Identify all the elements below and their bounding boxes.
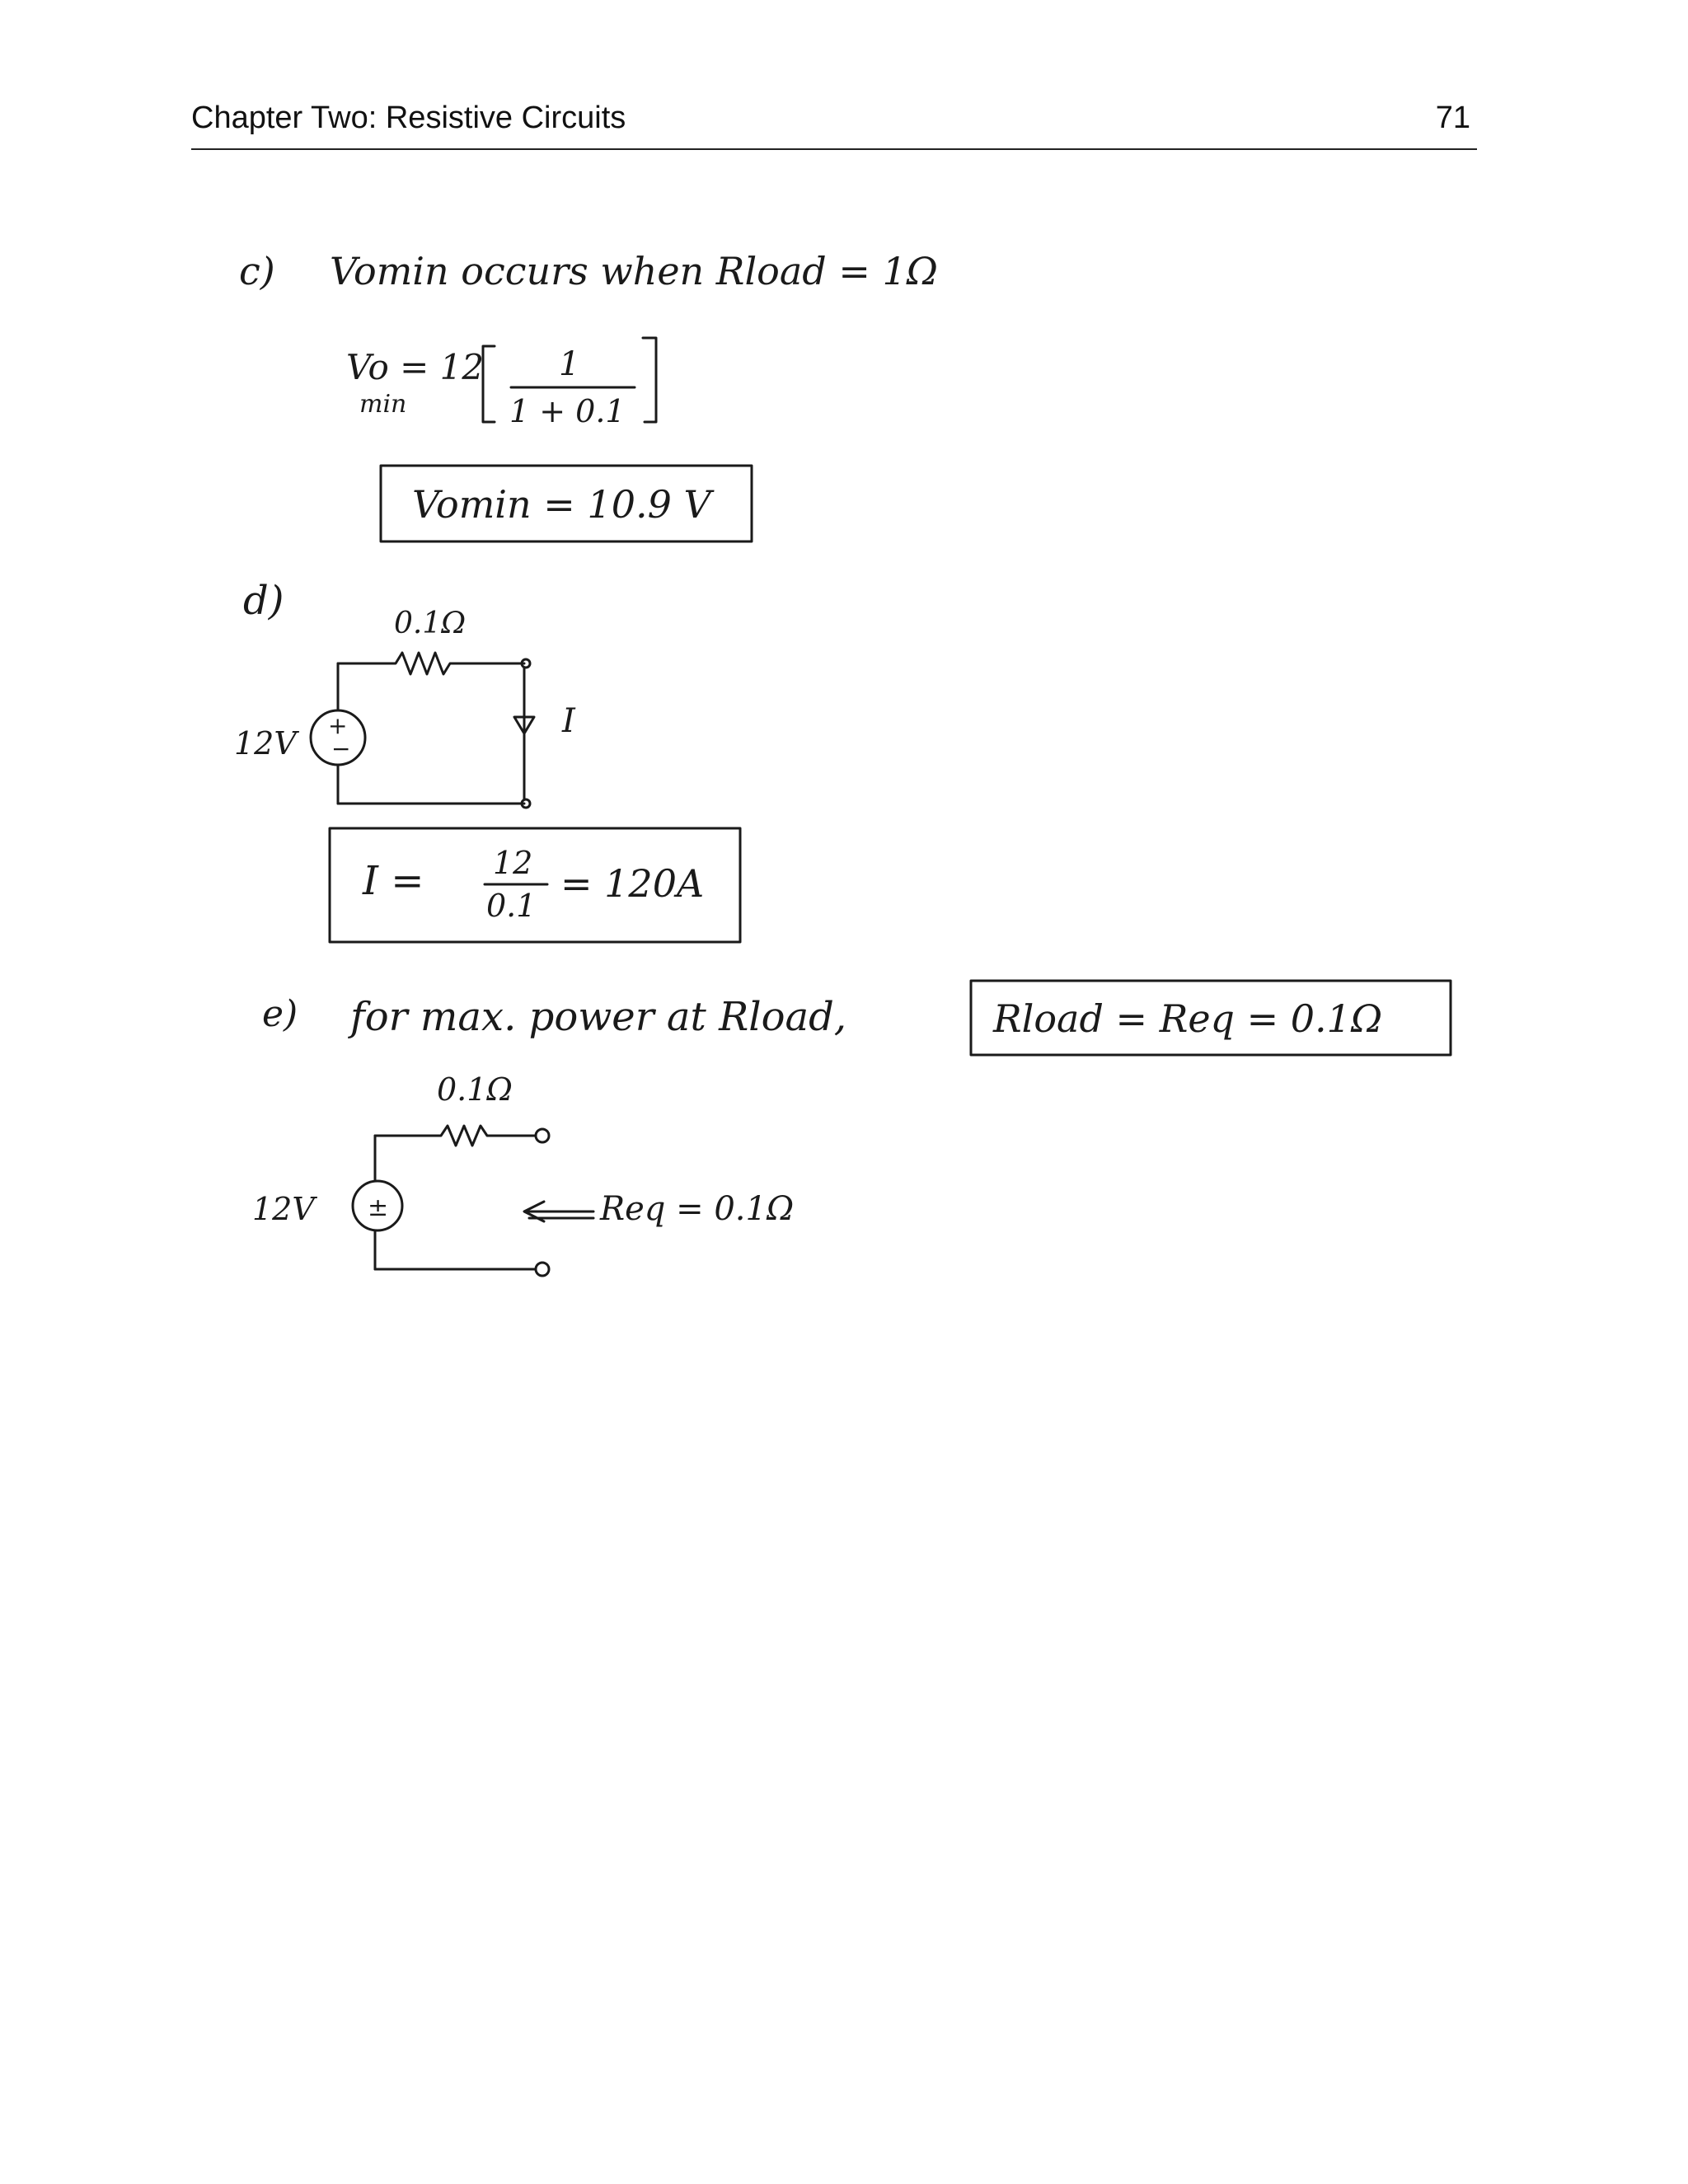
part-d-current-label: I [562, 702, 575, 740]
part-c-label: c) [239, 249, 275, 293]
part-c-denominator: 1 + 0.1 [509, 393, 626, 429]
part-c-result: Vomin = 10.9 V [412, 482, 711, 527]
part-e-req-label: Req = 0.1Ω [600, 1190, 795, 1228]
part-d-result-den: 0.1 [486, 888, 537, 924]
right-bracket [643, 338, 656, 422]
part-c-eq-sub: min [359, 390, 407, 419]
resistor-symbol [375, 1126, 536, 1146]
req-arrow [524, 1202, 593, 1221]
part-d-result-lhs: I = [363, 858, 424, 904]
part-d-label: d) [243, 578, 284, 624]
part-c-numerator: 1 [559, 345, 580, 383]
terminal-bottom [522, 799, 530, 808]
circuit-e [353, 1126, 593, 1276]
page-number: 71 [1435, 101, 1470, 135]
resistor-symbol [338, 653, 524, 674]
circuit-d [311, 653, 534, 808]
part-d-result-rhs: = 120A [560, 861, 705, 906]
chapter-title: Chapter Two: Resistive Circuits [191, 101, 626, 135]
part-d-resistor-label: 0.1Ω [394, 607, 467, 640]
terminal-top [536, 1129, 549, 1142]
part-e-label: e) [262, 993, 298, 1035]
left-bracket [483, 346, 495, 422]
terminal-top [522, 659, 530, 668]
part-e-source-label: 12V [252, 1191, 315, 1227]
part-c-eq-lhs: Vo = 12 [346, 347, 485, 387]
part-e-resistor-label: 0.1Ω [437, 1071, 513, 1108]
part-d-result-num: 12 [493, 845, 533, 881]
part-c-statement: Vomin occurs when Rload = 1Ω [330, 249, 938, 293]
terminal-bottom [536, 1263, 549, 1276]
part-e-statement: for max. power at Rload, [350, 994, 847, 1040]
svg-text:−: − [331, 735, 351, 762]
svg-text:±: ± [368, 1193, 389, 1222]
part-d-source-label: 12V [234, 725, 297, 762]
svg-text:+: + [328, 712, 348, 739]
part-e-result: Rload = Req = 0.1Ω [993, 996, 1383, 1041]
